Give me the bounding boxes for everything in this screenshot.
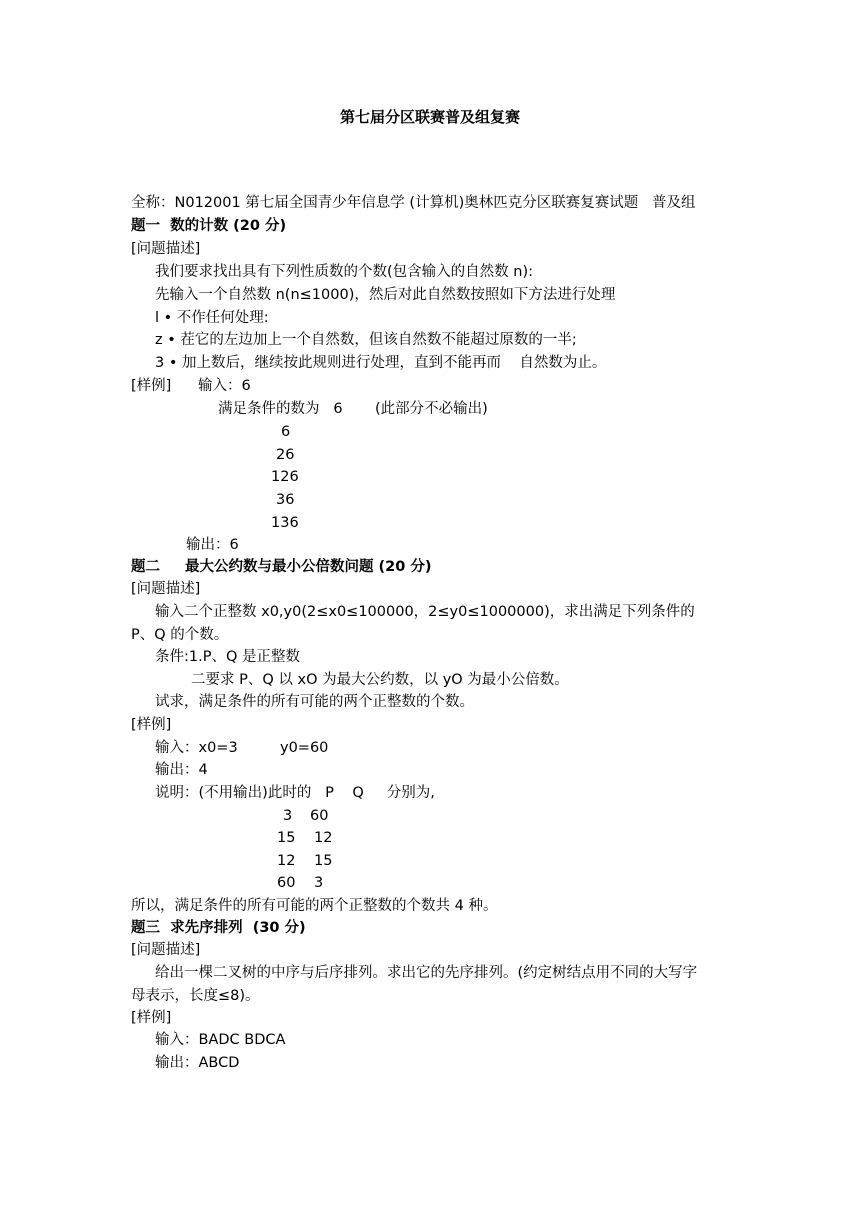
- problem-1-sample-number: 136: [271, 515, 299, 531]
- problem-3-desc-line: 母表示，长度≤8)。: [131, 988, 260, 1004]
- problem-2-pair-q: 60: [310, 808, 329, 824]
- problem-1-sample-number: 6: [281, 424, 291, 440]
- problem-3-desc-label: [问题描述]: [131, 942, 201, 958]
- problem-1-rule-2: z • 茬它的左边加上一个自然数，但该自然数不能超过原数的一半;: [155, 332, 577, 348]
- problem-1-heading: 题一 数的计数 (20 分): [131, 218, 287, 234]
- problem-2-desc-line: 试求，满足条件的所有可能的两个正整数的个数。: [155, 694, 474, 710]
- problem-2-pair-q: 3: [314, 875, 324, 891]
- problem-1-sample-label: [样例]: [131, 378, 172, 394]
- problem-1-desc-line: 我们要求找出具有下列性质数的个数(包含输入的自然数 n):: [155, 264, 533, 280]
- problem-1-sample-output: 输出：6: [186, 537, 239, 553]
- problem-2-heading: 最大公约数与最小公倍数问题 (20 分): [185, 559, 432, 575]
- problem-1-desc-label: [问题描述]: [131, 241, 201, 257]
- problem-2-pair-p: 12: [277, 853, 296, 869]
- problem-2-desc-line: P、Q 的个数。: [131, 627, 229, 643]
- problem-3-sample-label: [样例]: [131, 1010, 172, 1026]
- problem-2-desc-line: 输入二个正整数 x0,y0(2≤x0≤100000，2≤y0≤1000000)，求出满足下列条件的: [155, 604, 695, 620]
- problem-2-pair-p: 3: [283, 808, 293, 824]
- problem-1-rule-3: 3 • 加上数后，继续按此规则进行处理，直到不能再而 自然数为止。: [155, 355, 607, 371]
- problem-2-pair-q: 12: [314, 830, 333, 846]
- problem-3-heading: 题三 求先序排列 (30 分): [131, 920, 306, 936]
- problem-2-sample-explain: 说明：(不用输出)此时的 P Q 分别为,: [155, 785, 435, 801]
- page-title: 第七届分区联赛普及组复赛: [339, 108, 520, 126]
- problem-1-sample-number: 126: [271, 469, 299, 485]
- problem-2-sample-input-x: 输入：x0=3: [155, 740, 238, 756]
- problem-2-pair-q: 15: [314, 853, 333, 869]
- problem-3-sample-output: 输出：ABCD: [155, 1055, 240, 1071]
- problem-1-sample-count: 满足条件的数为 6: [218, 401, 343, 417]
- problem-2-pair-p: 15: [277, 830, 296, 846]
- problem-1-sample-number: 26: [276, 447, 295, 463]
- problem-2-heading-prefix: 题二: [131, 559, 160, 575]
- problem-2-sample-input-y: y0=60: [280, 740, 329, 756]
- problem-2-conclusion: 所以，满足条件的所有可能的两个正整数的个数共 4 种。: [131, 898, 498, 914]
- full-name-line: 全称：N012001 第七届全国青少年信息学 (计算机)奥林匹克分区联赛复赛试题 普及组: [131, 195, 696, 211]
- problem-3-sample-input: 输入：BADC BDCA: [155, 1032, 286, 1048]
- problem-2-condition-2: 二要求 P、Q 以 xO 为最大公约数，以 yO 为最小公倍数。: [191, 672, 569, 688]
- problem-2-condition-1: 条件:1.P、Q 是正整数: [155, 649, 300, 665]
- problem-3-desc-line: 给出一棵二叉树的中序与后序排列。求出它的先序排列。(约定树结点用不同的大写字: [155, 965, 698, 981]
- problem-2-desc-label: [问题描述]: [131, 581, 201, 597]
- problem-1-desc-line: 先输入一个自然数 n(n≤1000)，然后对此自然数按照如下方法进行处理: [155, 287, 616, 303]
- problem-1-sample-note: (此部分不必输出): [375, 401, 488, 417]
- problem-1-rule-1: l • 不作任何处理:: [155, 310, 269, 326]
- problem-1-sample-number: 36: [276, 492, 295, 508]
- problem-1-sample-input: 输入：6: [198, 378, 251, 394]
- problem-2-sample-label: [样例]: [131, 717, 172, 733]
- problem-2-sample-output: 输出：4: [155, 762, 208, 778]
- problem-2-pair-p: 60: [277, 875, 296, 891]
